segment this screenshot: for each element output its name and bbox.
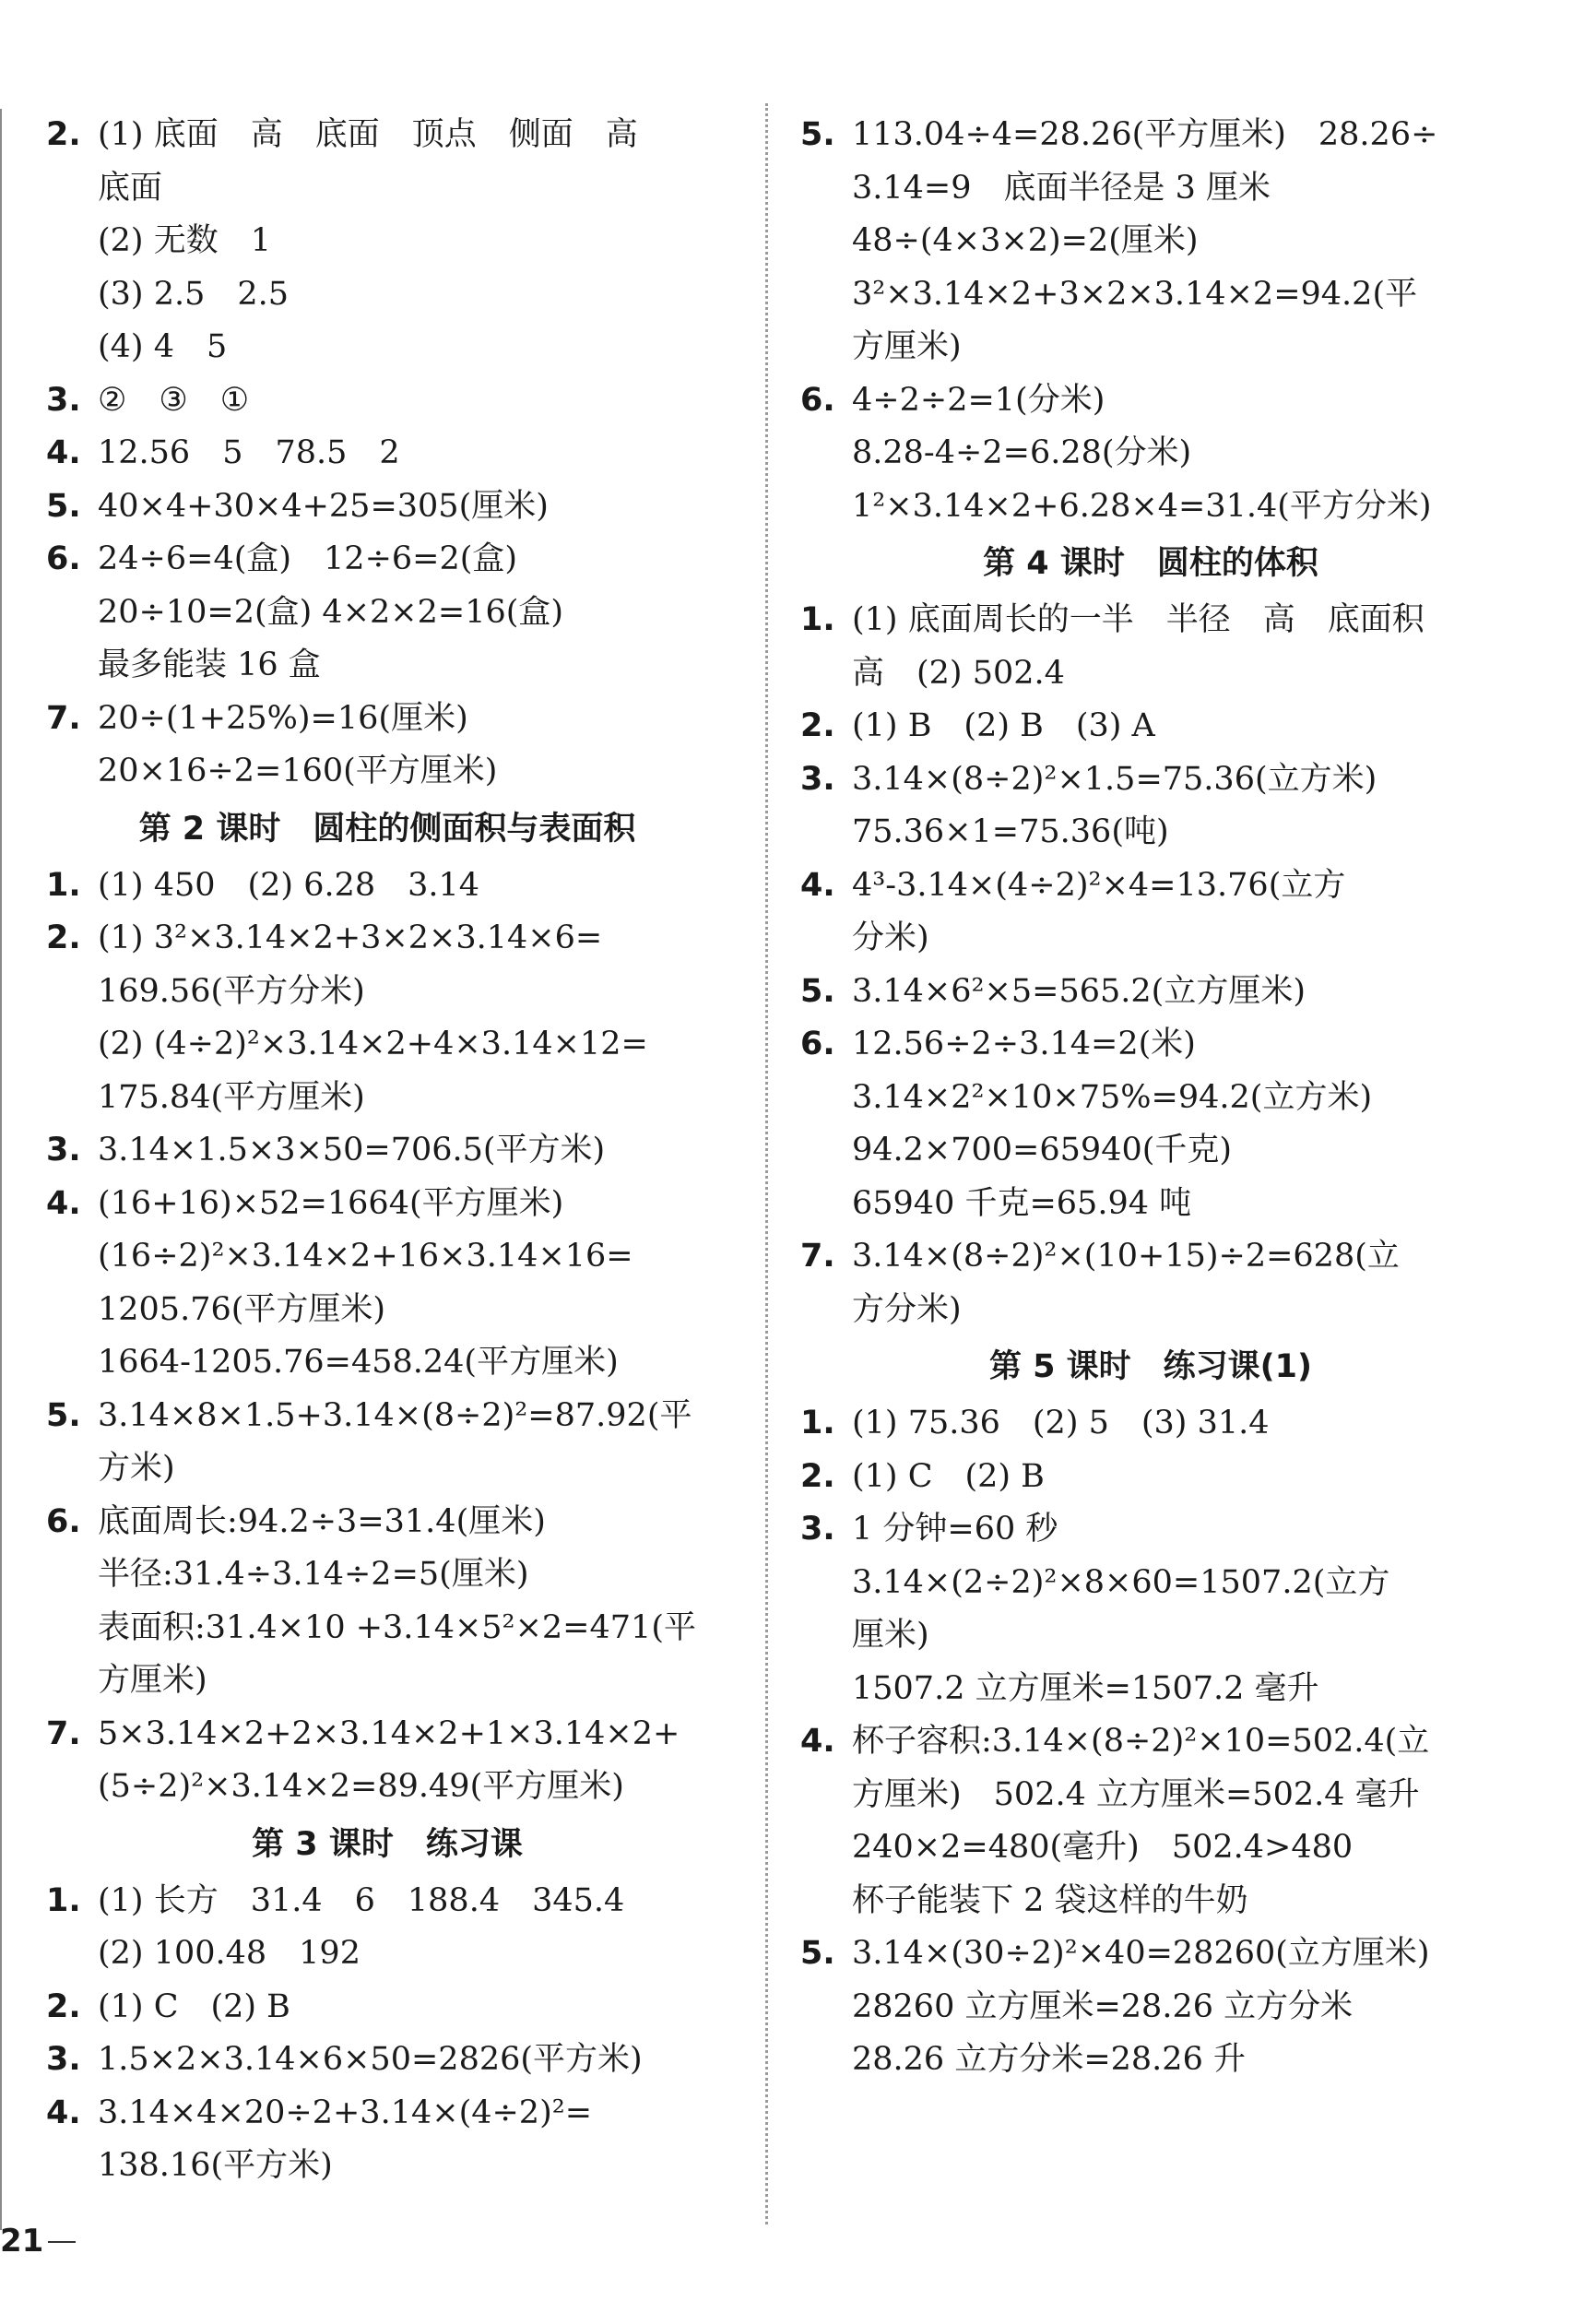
answer-text: 3.14×4×20÷2+3.14×(4÷2)²= <box>98 2094 593 2131</box>
item-number: 5. <box>800 116 835 153</box>
answer-text: 3.14×(8÷2)²×1.5=75.36(立方米) <box>852 760 1377 798</box>
answer-item <box>800 1503 1501 1557</box>
answer-continuation: 8.28-4÷2=6.28(分米) <box>852 434 1192 471</box>
answer-text: 3.14×8×1.5+3.14×(8÷2)²=87.92(平 <box>98 1396 692 1434</box>
left-column <box>46 109 728 2193</box>
answer-item <box>800 1397 1501 1451</box>
answer-continuation: (3) 2.5 2.5 <box>98 275 290 313</box>
answer-item <box>46 374 728 428</box>
answer-continuation: 半径:31.4÷3.14÷2=5(厘米) <box>98 1556 529 1593</box>
answer-continuation: 169.56(平方分米) <box>98 972 365 1010</box>
answer-continuation: (5÷2)²×3.14×2=89.49(平方厘米) <box>98 1768 624 1805</box>
answer-item <box>46 1875 728 1928</box>
item-number: 3. <box>46 1132 81 1168</box>
item-number: 4. <box>46 1184 81 1222</box>
section-heading: 第 5 课时 练习课(1) <box>988 1348 1313 1385</box>
answer-continuation: 1²×3.14×2+6.28×4=31.4(平方分米) <box>852 487 1432 525</box>
answer-continuation: 方厘米) 502.4 立方厘米=502.4 毫升 <box>852 1775 1420 1813</box>
answer-item <box>800 753 1501 807</box>
answer-item <box>800 374 1501 428</box>
item-number: 1. <box>800 1405 835 1441</box>
item-number: 3. <box>46 381 81 419</box>
answer-text: (1) 长方 31.4 6 188.4 345.4 <box>98 1881 625 1919</box>
answer-continuation: 65940 千克=65.94 吨 <box>852 1184 1192 1222</box>
answer-text: (16+16)×52=1664(平方厘米) <box>98 1184 564 1222</box>
answer-text: 12.56 5 78.5 2 <box>98 434 400 471</box>
column-divider <box>765 103 768 2224</box>
answer-text: 20÷(1+25%)=16(厘米) <box>98 699 468 737</box>
answer-text: 3.14×(30÷2)²×40=28260(立方厘米) <box>852 1935 1430 1972</box>
answer-continuation: 方厘米) <box>98 1662 207 1699</box>
answer-item <box>800 1928 1501 1981</box>
answer-text: 113.04÷4=28.26(平方厘米) 28.26÷ <box>852 116 1438 153</box>
answer-text: (1) B (2) B (3) A <box>852 707 1155 744</box>
answer-text: 12.56÷2÷3.14=2(米) <box>852 1026 1196 1062</box>
answer-item <box>46 860 728 913</box>
item-number: 3. <box>800 760 835 798</box>
answer-continuation: 1664-1205.76=458.24(平方厘米) <box>98 1344 619 1381</box>
item-number: 6. <box>800 1026 835 1062</box>
item-number: 5. <box>46 1396 81 1434</box>
answer-item <box>800 1018 1501 1072</box>
item-number: 3. <box>800 1511 835 1548</box>
answer-text: 40×4+30×4+25=305(厘米) <box>98 487 549 525</box>
answer-continuation: (2) 无数 1 <box>98 222 271 259</box>
section-heading: 第 3 课时 练习课 <box>252 1825 523 1863</box>
answer-text: (1) C (2) B <box>98 1987 290 2025</box>
answer-continuation: 1507.2 立方厘米=1507.2 毫升 <box>852 1669 1319 1707</box>
answer-text: ② ③ ① <box>98 381 250 419</box>
answer-continuation: (2) (4÷2)²×3.14×2+4×3.14×12= <box>98 1026 648 1062</box>
item-number: 2. <box>800 707 835 744</box>
answer-item <box>46 1496 728 1549</box>
item-number: 7. <box>46 1714 81 1752</box>
answer-item <box>46 912 728 966</box>
answer-item <box>800 594 1501 647</box>
item-number: 1. <box>46 866 81 904</box>
answer-continuation: 分米) <box>852 919 929 956</box>
item-number: 4. <box>46 2094 81 2131</box>
answer-continuation: 高 (2) 502.4 <box>852 654 1065 692</box>
answer-text: (1) 3²×3.14×2+3×2×3.14×6= <box>98 919 603 956</box>
answer-item <box>800 1230 1501 1284</box>
answer-continuation: 20×16÷2=160(平方厘米) <box>98 753 498 789</box>
answer-item <box>46 2087 728 2141</box>
item-number: 6. <box>46 1502 81 1540</box>
answer-continuation: 94.2×700=65940(千克) <box>852 1132 1233 1168</box>
item-number: 5. <box>800 972 835 1010</box>
answer-text: 4³-3.14×(4÷2)²×4=13.76(立方 <box>852 866 1346 904</box>
answer-continuation: 厘米) <box>852 1617 929 1654</box>
answer-continuation: 48÷(4×3×2)=2(厘米) <box>852 222 1199 259</box>
answer-item <box>46 1178 728 1231</box>
answer-item <box>800 966 1501 1019</box>
answer-item <box>800 860 1501 913</box>
section-heading: 第 4 课时 圆柱的体积 <box>983 545 1318 582</box>
answer-text: 4÷2÷2=1(分米) <box>852 381 1105 419</box>
answer-text: 3.14×6²×5=565.2(立方厘米) <box>852 972 1306 1010</box>
answer-continuation: 175.84(平方厘米) <box>98 1078 365 1116</box>
answer-item <box>46 1708 728 1761</box>
item-number: 5. <box>800 1935 835 1972</box>
item-number: 4. <box>46 434 81 471</box>
item-number: 2. <box>800 1457 835 1495</box>
answer-continuation: 最多能装 16 盒 <box>98 646 321 683</box>
answer-text: 3.14×(8÷2)²×(10+15)÷2=628(立 <box>852 1238 1400 1275</box>
section-heading: 第 2 课时 圆柱的侧面积与表面积 <box>138 810 636 848</box>
answer-item <box>46 109 728 162</box>
answer-continuation: 方米) <box>98 1450 175 1487</box>
answer-item <box>800 1451 1501 1504</box>
item-number: 6. <box>800 381 835 419</box>
answer-continuation: 表面积:31.4×10 +3.14×5²×2=471(平 <box>98 1608 696 1646</box>
answer-text: 5×3.14×2+2×3.14×2+1×3.14×2+ <box>98 1714 680 1752</box>
item-number: 2. <box>46 1987 81 2025</box>
answer-item <box>46 533 728 587</box>
answer-item <box>46 480 728 534</box>
page-number: 21 <box>0 2223 44 2260</box>
right-column <box>800 109 1501 2087</box>
item-number: 7. <box>800 1238 835 1275</box>
answer-continuation: 方分米) <box>852 1290 962 1328</box>
answer-text: 1.5×2×3.14×6×50=2826(平方米) <box>98 2041 643 2078</box>
answer-item <box>800 1715 1501 1769</box>
page-number-dash <box>48 2241 76 2243</box>
answer-continuation: 138.16(平方米) <box>98 2147 333 2184</box>
answer-continuation: 3.14×2²×10×75%=94.2(立方米) <box>852 1078 1373 1116</box>
answer-continuation: 20÷10=2(盒) 4×2×2=16(盒) <box>98 593 564 631</box>
item-number: 7. <box>46 699 81 737</box>
answer-continuation: 方厘米) <box>852 328 962 365</box>
answer-continuation: 28.26 立方分米=28.26 升 <box>852 2041 1246 2078</box>
answer-text: 1 分钟=60 秒 <box>852 1511 1058 1548</box>
answer-text: (1) 底面周长的一半 半径 高 底面积 <box>852 601 1425 638</box>
answer-continuation: 3.14×(2÷2)²×8×60=1507.2(立方 <box>852 1563 1390 1601</box>
item-number: 3. <box>46 2041 81 2078</box>
answer-continuation: 3.14=9 底面半径是 3 厘米 <box>852 169 1271 207</box>
answer-continuation: 杯子能装下 2 袋这样的牛奶 <box>852 1881 1248 1919</box>
answer-continuation: 1205.76(平方厘米) <box>98 1290 386 1328</box>
answer-item <box>46 427 728 480</box>
item-number: 1. <box>46 1881 81 1919</box>
item-number: 4. <box>800 866 835 904</box>
answer-text: 底面周长:94.2÷3=31.4(厘米) <box>98 1502 546 1540</box>
answer-item <box>46 1390 728 1443</box>
answer-text: (1) C (2) B <box>852 1457 1045 1495</box>
answer-item <box>46 2034 728 2087</box>
page-edge-line <box>0 109 2 2230</box>
item-number: 5. <box>46 487 81 525</box>
answer-text: 杯子容积:3.14×(8÷2)²×10=502.4(立 <box>852 1723 1430 1760</box>
answer-text: (1) 75.36 (2) 5 (3) 31.4 <box>852 1405 1270 1441</box>
answer-continuation: (16÷2)²×3.14×2+16×3.14×16= <box>98 1238 633 1275</box>
answer-text: (1) 450 (2) 6.28 3.14 <box>98 866 480 904</box>
answer-continuation: (2) 100.48 192 <box>98 1935 361 1972</box>
answer-item <box>800 700 1501 753</box>
answer-continuation: 240×2=480(毫升) 502.4>480 <box>852 1829 1354 1866</box>
answer-text: 3.14×1.5×3×50=706.5(平方米) <box>98 1132 606 1168</box>
answer-continuation: 3²×3.14×2+3×2×3.14×2=94.2(平 <box>852 275 1418 313</box>
answer-continuation: (4) 4 5 <box>98 328 228 365</box>
answer-continuation: 75.36×1=75.36(吨) <box>852 813 1169 850</box>
answer-item <box>800 109 1501 162</box>
answer-item <box>46 1981 728 2034</box>
answer-item <box>46 1124 728 1178</box>
answer-continuation: 底面 <box>98 169 163 207</box>
answer-item <box>46 693 728 746</box>
item-number: 1. <box>800 601 835 638</box>
item-number: 4. <box>800 1723 835 1760</box>
answer-text: 24÷6=4(盒) 12÷6=2(盒) <box>98 540 518 577</box>
item-number: 6. <box>46 540 81 577</box>
answer-continuation: 28260 立方厘米=28.26 立方分米 <box>852 1987 1354 2025</box>
answer-text: (1) 底面 高 底面 顶点 侧面 高 <box>98 116 638 153</box>
item-number: 2. <box>46 116 81 153</box>
item-number: 2. <box>46 919 81 956</box>
